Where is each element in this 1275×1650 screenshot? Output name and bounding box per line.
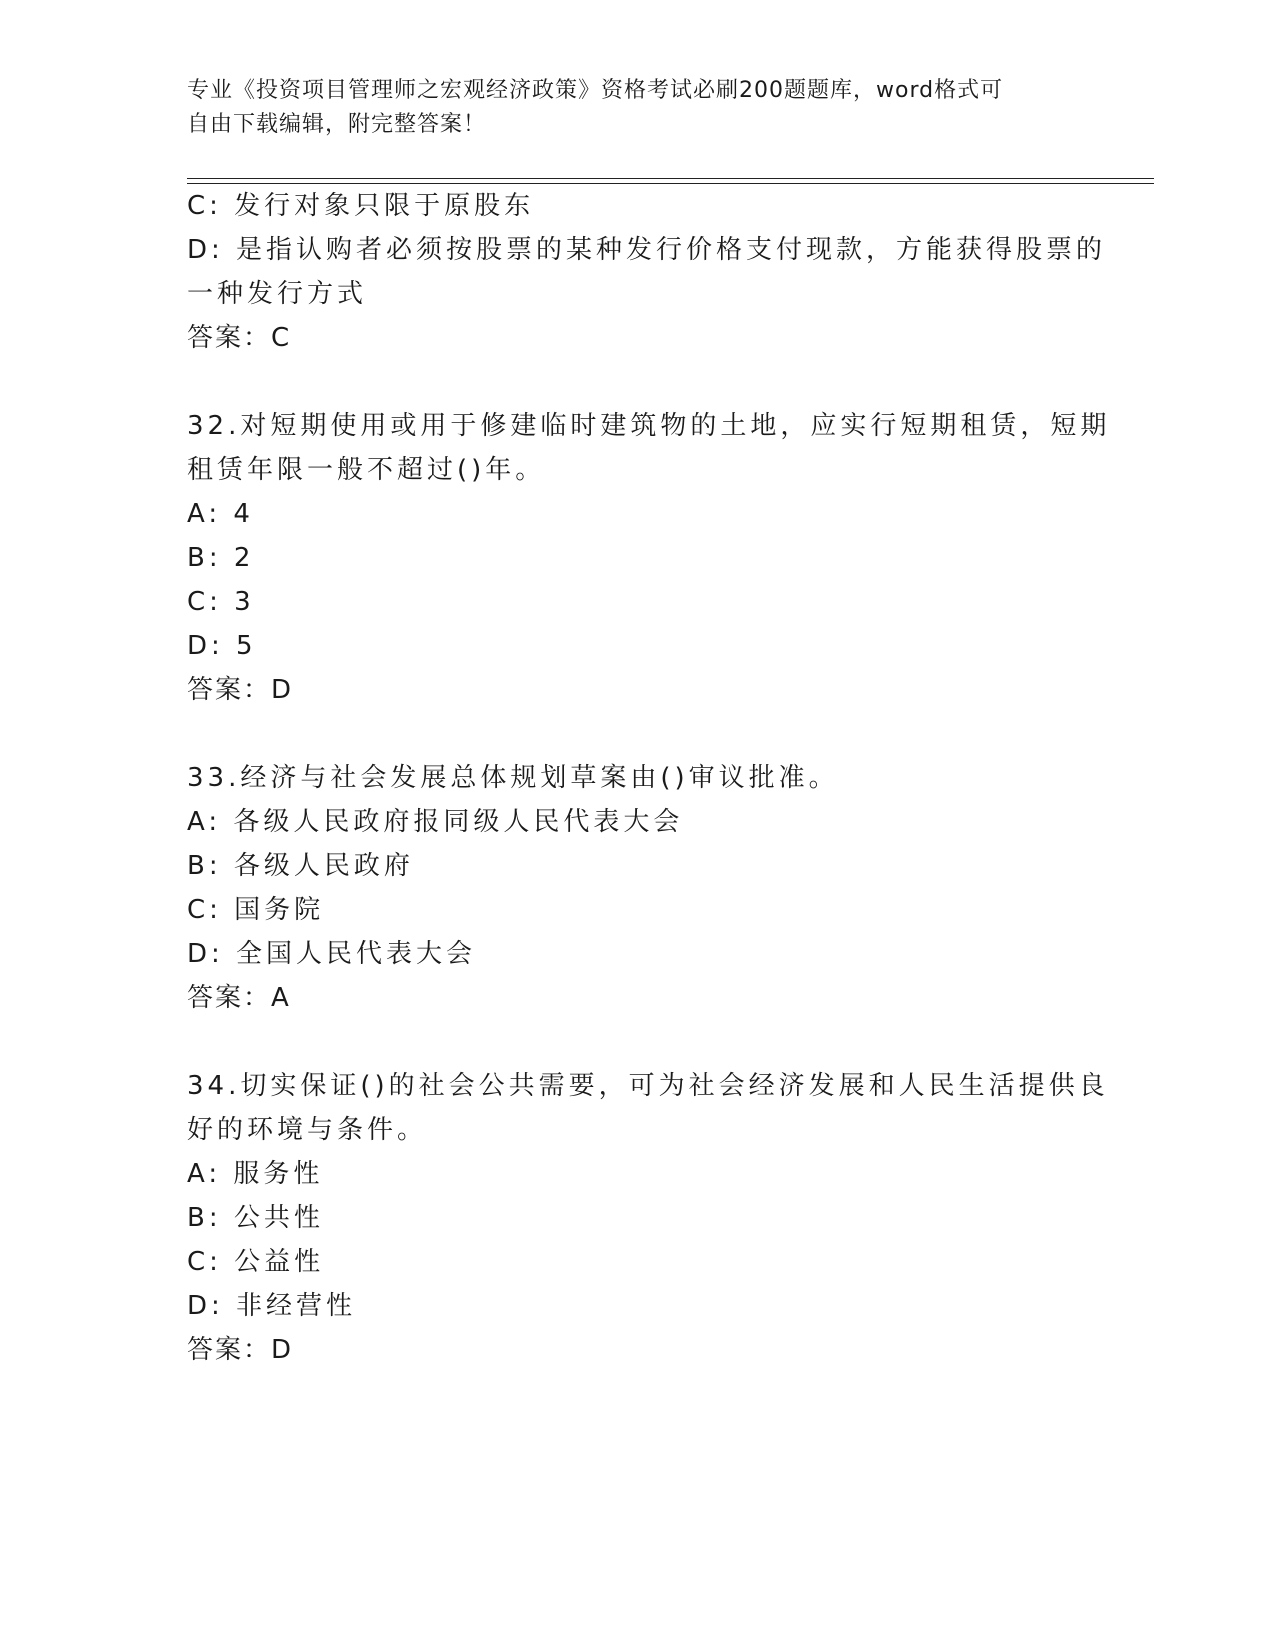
q32-option-a: A: 4 xyxy=(187,499,254,529)
header-divider-top xyxy=(187,178,1154,179)
q34-option-b: B: 公共性 xyxy=(187,1203,324,1233)
q33-stem-line-1: 33.经济与社会发展总体规划草案由()审议批准。 xyxy=(187,763,839,793)
q32-stem-line-1: 32.对短期使用或用于修建临时建筑物的土地，应实行短期租赁，短期 xyxy=(187,411,1111,441)
header-line-1: 专业《投资项目管理师之宏观经济政策》资格考试必刷200题题库，word格式可 xyxy=(187,78,1004,103)
prev-option-d-line-1: D: 是指认购者必须按股票的某种发行价格支付现款，方能获得股票的 xyxy=(187,235,1107,265)
q32-option-c: C: 3 xyxy=(187,587,255,617)
prev-option-d-line-2: 一种发行方式 xyxy=(187,279,368,309)
header-divider-bottom xyxy=(187,183,1154,184)
q34-option-a: A: 服务性 xyxy=(187,1159,324,1189)
document-header xyxy=(187,74,1067,142)
q32-stem-line-2: 租赁年限一般不超过()年。 xyxy=(187,455,546,485)
q32-answer: 答案：D xyxy=(187,675,294,705)
q34-stem-line-2: 好的环境与条件。 xyxy=(187,1115,428,1145)
q33-option-b: B: 各级人民政府 xyxy=(187,851,414,881)
prev-option-c: C: 发行对象只限于原股东 xyxy=(187,191,535,221)
q34-option-c: C: 公益性 xyxy=(187,1247,325,1277)
q32-option-d: D: 5 xyxy=(187,631,257,661)
q33-option-a: A: 各级人民政府报同级人民代表大会 xyxy=(187,807,684,837)
q34-answer: 答案：D xyxy=(187,1335,294,1365)
q33-answer: 答案：A xyxy=(187,983,291,1013)
header-line-2: 自由下载编辑，附完整答案！ xyxy=(187,112,487,137)
prev-answer: 答案：C xyxy=(187,323,292,353)
q33-option-c: C: 国务院 xyxy=(187,895,325,925)
q34-stem-line-1: 34.切实保证()的社会公共需要，可为社会经济发展和人民生活提供良 xyxy=(187,1071,1109,1101)
q32-option-b: B: 2 xyxy=(187,543,255,573)
q33-option-d: D: 全国人民代表大会 xyxy=(187,939,477,969)
q34-option-d: D: 非经营性 xyxy=(187,1291,357,1321)
